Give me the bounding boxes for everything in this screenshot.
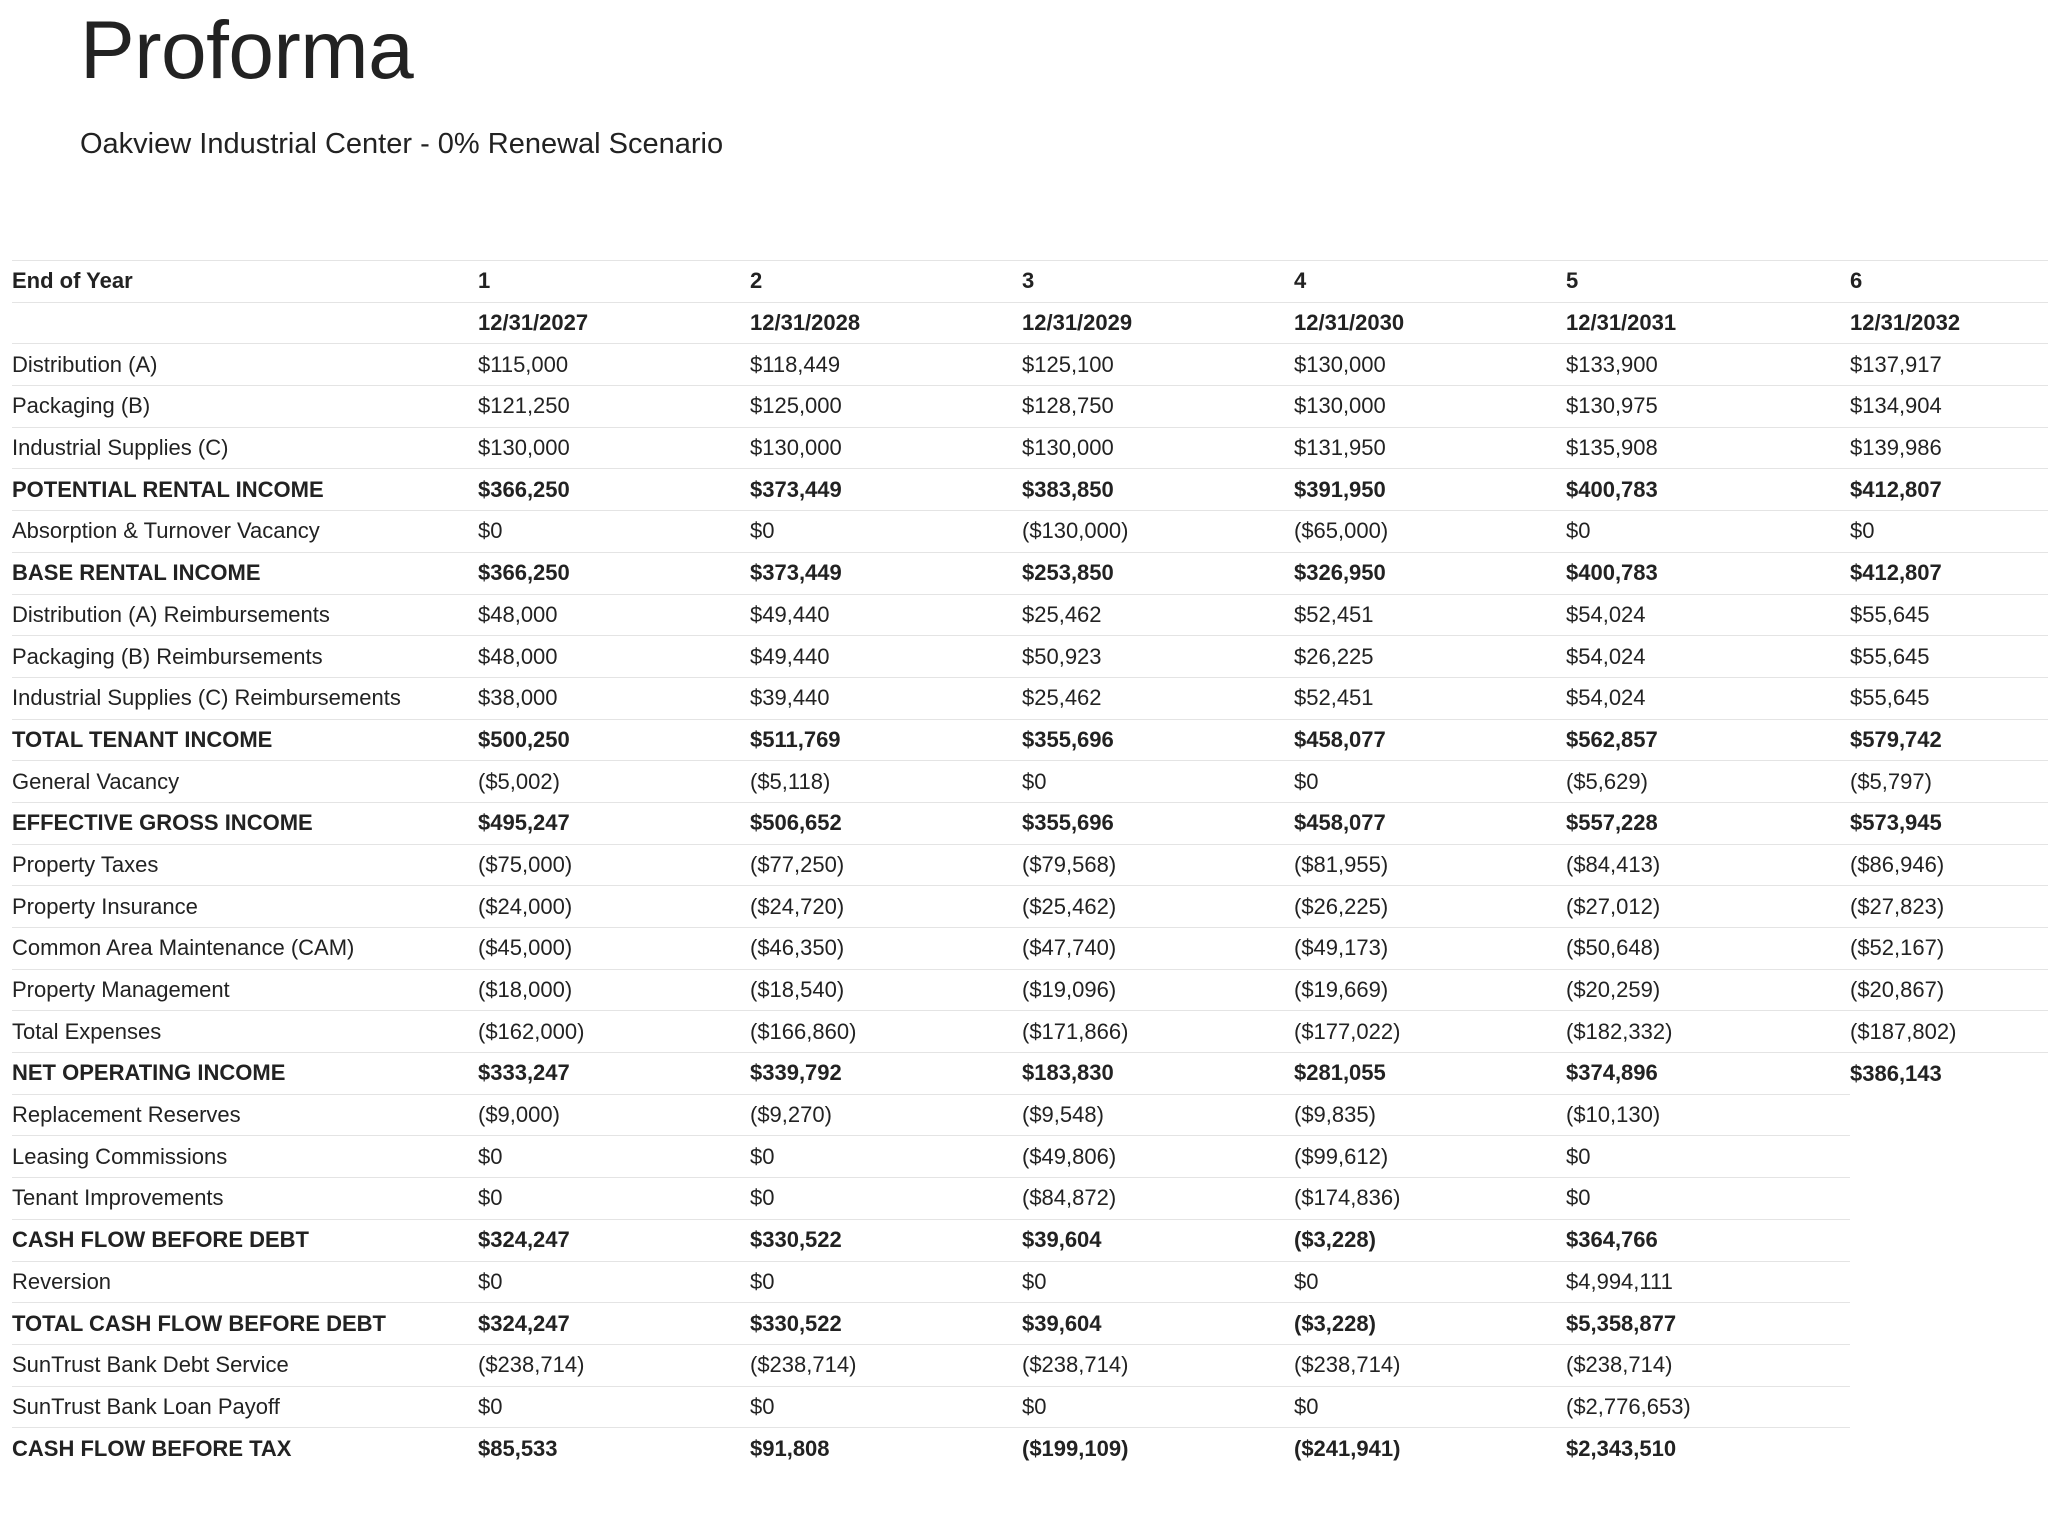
row-label: SunTrust Bank Debt Service bbox=[12, 1344, 478, 1386]
value-cell: $2,343,510 bbox=[1566, 1428, 1850, 1469]
value-cell: ($25,462) bbox=[1022, 886, 1294, 928]
table-row bbox=[12, 386, 2048, 428]
value-cell: $26,225 bbox=[1294, 636, 1566, 678]
table-row bbox=[12, 511, 2048, 553]
value-cell: $118,449 bbox=[750, 344, 1022, 386]
value-cell: $0 bbox=[1022, 761, 1294, 803]
value-cell: $383,850 bbox=[1022, 469, 1294, 511]
value-cell: $562,857 bbox=[1566, 719, 1850, 761]
value-cell: $48,000 bbox=[478, 636, 750, 678]
value-cell: ($84,413) bbox=[1566, 844, 1850, 886]
value-cell: $373,449 bbox=[750, 469, 1022, 511]
value-cell: $39,604 bbox=[1022, 1303, 1294, 1345]
value-cell: ($166,860) bbox=[750, 1011, 1022, 1053]
value-cell: ($130,000) bbox=[1022, 511, 1294, 553]
row-label: CASH FLOW BEFORE DEBT bbox=[12, 1219, 478, 1261]
value-cell: ($20,867) bbox=[1850, 969, 2048, 1011]
date-header-cell: 12/31/2029 bbox=[1022, 302, 1294, 344]
value-cell: $500,250 bbox=[478, 719, 750, 761]
value-cell: $0 bbox=[1566, 511, 1850, 553]
value-cell: $39,604 bbox=[1022, 1219, 1294, 1261]
value-cell: $373,449 bbox=[750, 552, 1022, 594]
table-row bbox=[12, 469, 2048, 511]
value-cell: $39,440 bbox=[750, 677, 1022, 719]
value-cell: ($238,714) bbox=[1022, 1344, 1294, 1386]
value-cell: ($238,714) bbox=[1566, 1344, 1850, 1386]
value-cell: $0 bbox=[750, 511, 1022, 553]
value-cell: $130,000 bbox=[750, 427, 1022, 469]
page-title: Proforma bbox=[80, 5, 414, 96]
value-cell: $4,994,111 bbox=[1566, 1261, 1850, 1303]
value-cell: $54,024 bbox=[1566, 677, 1850, 719]
row-label: EFFECTIVE GROSS INCOME bbox=[12, 802, 478, 844]
value-cell: ($177,022) bbox=[1294, 1011, 1566, 1053]
page-subtitle: Oakview Industrial Center - 0% Renewal Scenario bbox=[80, 128, 724, 160]
date-header-cell: 12/31/2028 bbox=[750, 302, 1022, 344]
value-cell: $49,440 bbox=[750, 594, 1022, 636]
row-label: Tenant Improvements bbox=[12, 1178, 478, 1220]
value-cell: ($81,955) bbox=[1294, 844, 1566, 886]
value-cell: $374,896 bbox=[1566, 1053, 1850, 1095]
value-cell: ($9,548) bbox=[1022, 1094, 1294, 1136]
value-cell: ($174,836) bbox=[1294, 1178, 1566, 1220]
table-row bbox=[12, 1386, 2048, 1428]
date-header-cell: 12/31/2027 bbox=[478, 302, 750, 344]
table-row bbox=[12, 427, 2048, 469]
value-cell: $38,000 bbox=[478, 677, 750, 719]
value-cell: $48,000 bbox=[478, 594, 750, 636]
value-cell: $121,250 bbox=[478, 386, 750, 428]
value-cell: ($18,540) bbox=[750, 969, 1022, 1011]
value-cell: $0 bbox=[1294, 1261, 1566, 1303]
value-cell: ($24,000) bbox=[478, 886, 750, 928]
value-cell: ($238,714) bbox=[478, 1344, 750, 1386]
table-row bbox=[12, 594, 2048, 636]
value-cell: ($5,118) bbox=[750, 761, 1022, 803]
row-label: Total Expenses bbox=[12, 1011, 478, 1053]
value-cell: $0 bbox=[478, 1136, 750, 1178]
table-row bbox=[12, 969, 2048, 1011]
empty-cell bbox=[1850, 1428, 2048, 1469]
row-label: Leasing Commissions bbox=[12, 1136, 478, 1178]
value-cell: $366,250 bbox=[478, 552, 750, 594]
value-cell: $0 bbox=[750, 1178, 1022, 1220]
value-cell: $0 bbox=[478, 1261, 750, 1303]
value-cell: $183,830 bbox=[1022, 1053, 1294, 1095]
date-header-cell: 12/31/2030 bbox=[1294, 302, 1566, 344]
value-cell: ($47,740) bbox=[1022, 928, 1294, 970]
date-header-row bbox=[12, 302, 2048, 344]
value-cell: $355,696 bbox=[1022, 719, 1294, 761]
empty-cell bbox=[1850, 1219, 2048, 1261]
value-cell: ($3,228) bbox=[1294, 1303, 1566, 1345]
row-label: Packaging (B) bbox=[12, 386, 478, 428]
value-cell: $0 bbox=[1850, 511, 2048, 553]
year-header-cell: 6 bbox=[1850, 261, 2048, 303]
value-cell: $366,250 bbox=[478, 469, 750, 511]
value-cell: ($5,629) bbox=[1566, 761, 1850, 803]
value-cell: ($77,250) bbox=[750, 844, 1022, 886]
table-row bbox=[12, 1053, 2048, 1095]
table-row bbox=[12, 1178, 2048, 1220]
row-label: Reversion bbox=[12, 1261, 478, 1303]
year-header-cell: 3 bbox=[1022, 261, 1294, 303]
value-cell: $130,000 bbox=[478, 427, 750, 469]
date-header-cell: 12/31/2032 bbox=[1850, 302, 2048, 344]
table-row bbox=[12, 1094, 2048, 1136]
value-cell: $115,000 bbox=[478, 344, 750, 386]
year-header-cell: 1 bbox=[478, 261, 750, 303]
table-row bbox=[12, 1261, 2048, 1303]
value-cell: ($50,648) bbox=[1566, 928, 1850, 970]
value-cell: $0 bbox=[1022, 1386, 1294, 1428]
empty-cell bbox=[1850, 1136, 2048, 1178]
value-cell: ($52,167) bbox=[1850, 928, 2048, 970]
table-row bbox=[12, 677, 2048, 719]
value-cell: ($182,332) bbox=[1566, 1011, 1850, 1053]
value-cell: ($5,797) bbox=[1850, 761, 2048, 803]
value-cell: $25,462 bbox=[1022, 677, 1294, 719]
proforma-table-container bbox=[12, 260, 2048, 1469]
value-cell: $0 bbox=[750, 1261, 1022, 1303]
value-cell: $139,986 bbox=[1850, 427, 2048, 469]
row-label: SunTrust Bank Loan Payoff bbox=[12, 1386, 478, 1428]
value-cell: $130,000 bbox=[1294, 386, 1566, 428]
table-row bbox=[12, 1344, 2048, 1386]
value-cell: $0 bbox=[478, 511, 750, 553]
value-cell: $557,228 bbox=[1566, 802, 1850, 844]
value-cell: $0 bbox=[1294, 1386, 1566, 1428]
value-cell: ($26,225) bbox=[1294, 886, 1566, 928]
value-cell: $400,783 bbox=[1566, 552, 1850, 594]
date-header-label bbox=[12, 302, 478, 344]
value-cell: $412,807 bbox=[1850, 552, 2048, 594]
value-cell: $131,950 bbox=[1294, 427, 1566, 469]
value-cell: ($9,270) bbox=[750, 1094, 1022, 1136]
year-header-cell: 2 bbox=[750, 261, 1022, 303]
table-row bbox=[12, 552, 2048, 594]
value-cell: ($86,946) bbox=[1850, 844, 2048, 886]
value-cell: $0 bbox=[1022, 1261, 1294, 1303]
value-cell: ($79,568) bbox=[1022, 844, 1294, 886]
value-cell: ($18,000) bbox=[478, 969, 750, 1011]
table-row bbox=[12, 636, 2048, 678]
value-cell: ($27,823) bbox=[1850, 886, 2048, 928]
table-row bbox=[12, 928, 2048, 970]
value-cell: ($99,612) bbox=[1294, 1136, 1566, 1178]
value-cell: $579,742 bbox=[1850, 719, 2048, 761]
value-cell: $49,440 bbox=[750, 636, 1022, 678]
value-cell: $333,247 bbox=[478, 1053, 750, 1095]
row-label: Distribution (A) Reimbursements bbox=[12, 594, 478, 636]
value-cell: $134,904 bbox=[1850, 386, 2048, 428]
row-label: Property Taxes bbox=[12, 844, 478, 886]
table-row bbox=[12, 802, 2048, 844]
empty-cell bbox=[1850, 1178, 2048, 1220]
row-label: General Vacancy bbox=[12, 761, 478, 803]
value-cell: $324,247 bbox=[478, 1303, 750, 1345]
table-row bbox=[12, 1303, 2048, 1345]
value-cell: $55,645 bbox=[1850, 677, 2048, 719]
value-cell: $54,024 bbox=[1566, 636, 1850, 678]
value-cell: $281,055 bbox=[1294, 1053, 1566, 1095]
value-cell: $0 bbox=[478, 1386, 750, 1428]
empty-cell bbox=[1850, 1094, 2048, 1136]
value-cell: ($238,714) bbox=[1294, 1344, 1566, 1386]
value-cell: $324,247 bbox=[478, 1219, 750, 1261]
row-label: Industrial Supplies (C) Reimbursements bbox=[12, 677, 478, 719]
row-label: POTENTIAL RENTAL INCOME bbox=[12, 469, 478, 511]
value-cell: $91,808 bbox=[750, 1428, 1022, 1469]
value-cell: $135,908 bbox=[1566, 427, 1850, 469]
row-label: CASH FLOW BEFORE TAX bbox=[12, 1428, 478, 1469]
value-cell: $125,100 bbox=[1022, 344, 1294, 386]
table-row bbox=[12, 344, 2048, 386]
value-cell: $50,923 bbox=[1022, 636, 1294, 678]
empty-cell bbox=[1850, 1386, 2048, 1428]
value-cell: ($187,802) bbox=[1850, 1011, 2048, 1053]
value-cell: ($45,000) bbox=[478, 928, 750, 970]
table-row bbox=[12, 761, 2048, 803]
value-cell: $458,077 bbox=[1294, 719, 1566, 761]
year-header-label: End of Year bbox=[12, 261, 478, 303]
year-header-row bbox=[12, 261, 2048, 303]
value-cell: ($65,000) bbox=[1294, 511, 1566, 553]
value-cell: $125,000 bbox=[750, 386, 1022, 428]
year-header-cell: 4 bbox=[1294, 261, 1566, 303]
empty-cell bbox=[1850, 1261, 2048, 1303]
value-cell: $511,769 bbox=[750, 719, 1022, 761]
value-cell: ($9,835) bbox=[1294, 1094, 1566, 1136]
value-cell: $128,750 bbox=[1022, 386, 1294, 428]
value-cell: ($9,000) bbox=[478, 1094, 750, 1136]
value-cell: ($5,002) bbox=[478, 761, 750, 803]
value-cell: $386,143 bbox=[1850, 1053, 2048, 1095]
value-cell: $0 bbox=[1294, 761, 1566, 803]
table-row bbox=[12, 1428, 2048, 1469]
empty-cell bbox=[1850, 1344, 2048, 1386]
value-cell: ($199,109) bbox=[1022, 1428, 1294, 1469]
value-cell: $506,652 bbox=[750, 802, 1022, 844]
value-cell: ($46,350) bbox=[750, 928, 1022, 970]
row-label: Common Area Maintenance (CAM) bbox=[12, 928, 478, 970]
value-cell: ($24,720) bbox=[750, 886, 1022, 928]
table-row bbox=[12, 1136, 2048, 1178]
value-cell: $326,950 bbox=[1294, 552, 1566, 594]
value-cell: ($19,669) bbox=[1294, 969, 1566, 1011]
row-label: Industrial Supplies (C) bbox=[12, 427, 478, 469]
value-cell: ($19,096) bbox=[1022, 969, 1294, 1011]
value-cell: ($49,173) bbox=[1294, 928, 1566, 970]
value-cell: $130,975 bbox=[1566, 386, 1850, 428]
value-cell: $137,917 bbox=[1850, 344, 2048, 386]
date-header-cell: 12/31/2031 bbox=[1566, 302, 1850, 344]
value-cell: ($162,000) bbox=[478, 1011, 750, 1053]
value-cell: $400,783 bbox=[1566, 469, 1850, 511]
value-cell: $364,766 bbox=[1566, 1219, 1850, 1261]
value-cell: ($20,259) bbox=[1566, 969, 1850, 1011]
value-cell: ($49,806) bbox=[1022, 1136, 1294, 1178]
row-label: Distribution (A) bbox=[12, 344, 478, 386]
value-cell: $0 bbox=[750, 1386, 1022, 1428]
value-cell: $130,000 bbox=[1022, 427, 1294, 469]
table-row bbox=[12, 1011, 2048, 1053]
row-label: TOTAL TENANT INCOME bbox=[12, 719, 478, 761]
value-cell: $52,451 bbox=[1294, 677, 1566, 719]
value-cell: $412,807 bbox=[1850, 469, 2048, 511]
table-row bbox=[12, 1219, 2048, 1261]
value-cell: $330,522 bbox=[750, 1303, 1022, 1345]
row-label: NET OPERATING INCOME bbox=[12, 1053, 478, 1095]
value-cell: $0 bbox=[1566, 1178, 1850, 1220]
row-label: Property Management bbox=[12, 969, 478, 1011]
value-cell: $54,024 bbox=[1566, 594, 1850, 636]
value-cell: $130,000 bbox=[1294, 344, 1566, 386]
value-cell: $573,945 bbox=[1850, 802, 2048, 844]
value-cell: $0 bbox=[1566, 1136, 1850, 1178]
value-cell: $55,645 bbox=[1850, 636, 2048, 678]
table-row bbox=[12, 719, 2048, 761]
value-cell: ($238,714) bbox=[750, 1344, 1022, 1386]
row-label: BASE RENTAL INCOME bbox=[12, 552, 478, 594]
value-cell: $458,077 bbox=[1294, 802, 1566, 844]
value-cell: $253,850 bbox=[1022, 552, 1294, 594]
empty-cell bbox=[1850, 1303, 2048, 1345]
value-cell: ($10,130) bbox=[1566, 1094, 1850, 1136]
value-cell: $55,645 bbox=[1850, 594, 2048, 636]
value-cell: $25,462 bbox=[1022, 594, 1294, 636]
value-cell: $5,358,877 bbox=[1566, 1303, 1850, 1345]
row-label: TOTAL CASH FLOW BEFORE DEBT bbox=[12, 1303, 478, 1345]
value-cell: $52,451 bbox=[1294, 594, 1566, 636]
value-cell: $391,950 bbox=[1294, 469, 1566, 511]
value-cell: ($241,941) bbox=[1294, 1428, 1566, 1469]
value-cell: $495,247 bbox=[478, 802, 750, 844]
row-label: Absorption & Turnover Vacancy bbox=[12, 511, 478, 553]
value-cell: ($27,012) bbox=[1566, 886, 1850, 928]
value-cell: $339,792 bbox=[750, 1053, 1022, 1095]
row-label: Packaging (B) Reimbursements bbox=[12, 636, 478, 678]
row-label: Replacement Reserves bbox=[12, 1094, 478, 1136]
proforma-table bbox=[12, 260, 2048, 1469]
value-cell: $355,696 bbox=[1022, 802, 1294, 844]
value-cell: $0 bbox=[750, 1136, 1022, 1178]
value-cell: $133,900 bbox=[1566, 344, 1850, 386]
value-cell: ($171,866) bbox=[1022, 1011, 1294, 1053]
value-cell: $0 bbox=[478, 1178, 750, 1220]
value-cell: ($84,872) bbox=[1022, 1178, 1294, 1220]
table-row bbox=[12, 886, 2048, 928]
value-cell: ($75,000) bbox=[478, 844, 750, 886]
value-cell: $85,533 bbox=[478, 1428, 750, 1469]
year-header-cell: 5 bbox=[1566, 261, 1850, 303]
row-label: Property Insurance bbox=[12, 886, 478, 928]
table-row bbox=[12, 844, 2048, 886]
value-cell: ($3,228) bbox=[1294, 1219, 1566, 1261]
value-cell: ($2,776,653) bbox=[1566, 1386, 1850, 1428]
value-cell: $330,522 bbox=[750, 1219, 1022, 1261]
